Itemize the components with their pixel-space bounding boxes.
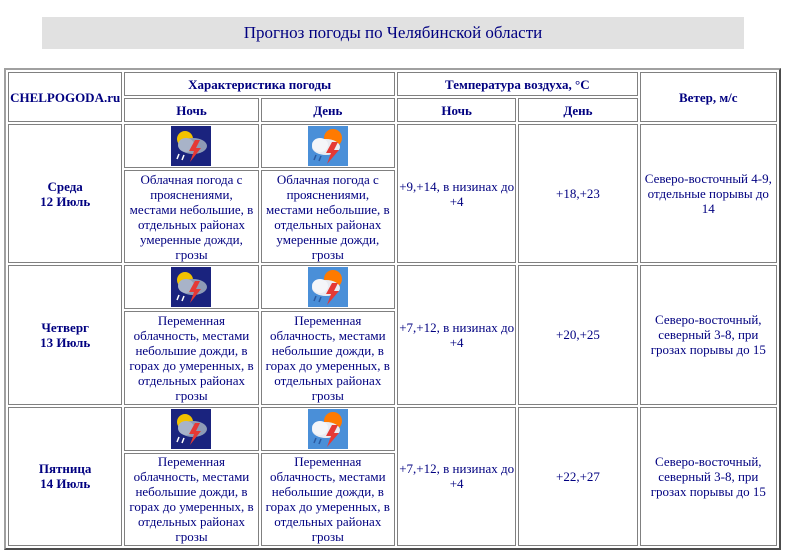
night-icon-cell [124, 265, 258, 309]
storm-rain-night-icon [171, 126, 211, 166]
day-icon-cell [261, 124, 395, 168]
storm-rain-day-icon [308, 126, 348, 166]
temp-night-cell: +7,+12, в низинах до +4 [397, 265, 516, 404]
weather-day-header: День [261, 98, 395, 122]
table-row [8, 265, 777, 309]
temp-day-cell: +20,+25 [518, 265, 637, 404]
day-icon-cell [261, 265, 395, 309]
storm-rain-night-icon [171, 409, 211, 449]
page-title: Прогноз погоды по Челябинской области [243, 23, 543, 42]
weekday-label: Пятница [38, 461, 92, 477]
date-label: 13 Июль [40, 334, 91, 350]
table-row [8, 124, 777, 168]
night-icon-cell [124, 407, 258, 451]
wind-cell: Северо-восточный, северный 3-8, при грозах порывы до 15 [640, 265, 777, 404]
day-cell [8, 124, 122, 263]
storm-rain-day-icon [308, 267, 348, 307]
forecast-table [4, 68, 781, 550]
temp-night-cell: +9,+14, в низинах до +4 [397, 124, 516, 263]
temp-day-header: День [518, 98, 637, 122]
date-label: 12 Июль [40, 193, 91, 209]
site-name: CHELPOGODA.ru [10, 89, 121, 105]
day-description: Облачная погода с прояснениями, местами небольшие, в отдельных районах умеренные дожди, грозы [261, 170, 395, 263]
page-banner [42, 17, 744, 49]
site-name-cell [8, 72, 122, 122]
day-icon-cell [261, 407, 395, 451]
storm-rain-night-icon [171, 267, 211, 307]
storm-rain-day-icon [308, 409, 348, 449]
temp-day-cell: +22,+27 [518, 407, 637, 546]
night-description: Облачная погода с прояснениями, местами небольшие, в отдельных районах умеренные дожди, грозы [124, 170, 258, 263]
weather-night-header: Ночь [124, 98, 258, 122]
day-cell [8, 407, 122, 546]
night-description: Переменная облачность, местами небольшие дожди, в горах до умеренных, в отдельных районах грозы [124, 453, 258, 546]
air-temp-header: Температура воздуха, °С [397, 72, 638, 96]
night-description: Переменная облачность, местами небольшие дожди, в горах до умеренных, в отдельных районах грозы [124, 311, 258, 404]
day-cell [8, 265, 122, 404]
night-icon-cell [124, 124, 258, 168]
date-label: 14 Июль [40, 476, 91, 492]
wind-header: Ветер, м/с [640, 72, 777, 122]
wind-cell: Северо-восточный 4-9, отдельные порывы до 14 [640, 124, 777, 263]
weekday-label: Четверг [41, 319, 89, 335]
day-description: Переменная облачность, местами небольшие дожди, в горах до умеренных, в отдельных районах грозы [261, 453, 395, 546]
weekday-label: Среда [47, 178, 83, 194]
table-row [8, 407, 777, 451]
day-description: Переменная облачность, местами небольшие дожди, в горах до умеренных, в отдельных районах грозы [261, 311, 395, 404]
temp-night-header: Ночь [397, 98, 516, 122]
temp-night-cell: +7,+12, в низинах до +4 [397, 407, 516, 546]
wind-cell: Северо-восточный, северный 3-8, при грозах порывы до 15 [640, 407, 777, 546]
temp-day-cell: +18,+23 [518, 124, 637, 263]
weather-char-header: Характеристика погоды [124, 72, 395, 96]
